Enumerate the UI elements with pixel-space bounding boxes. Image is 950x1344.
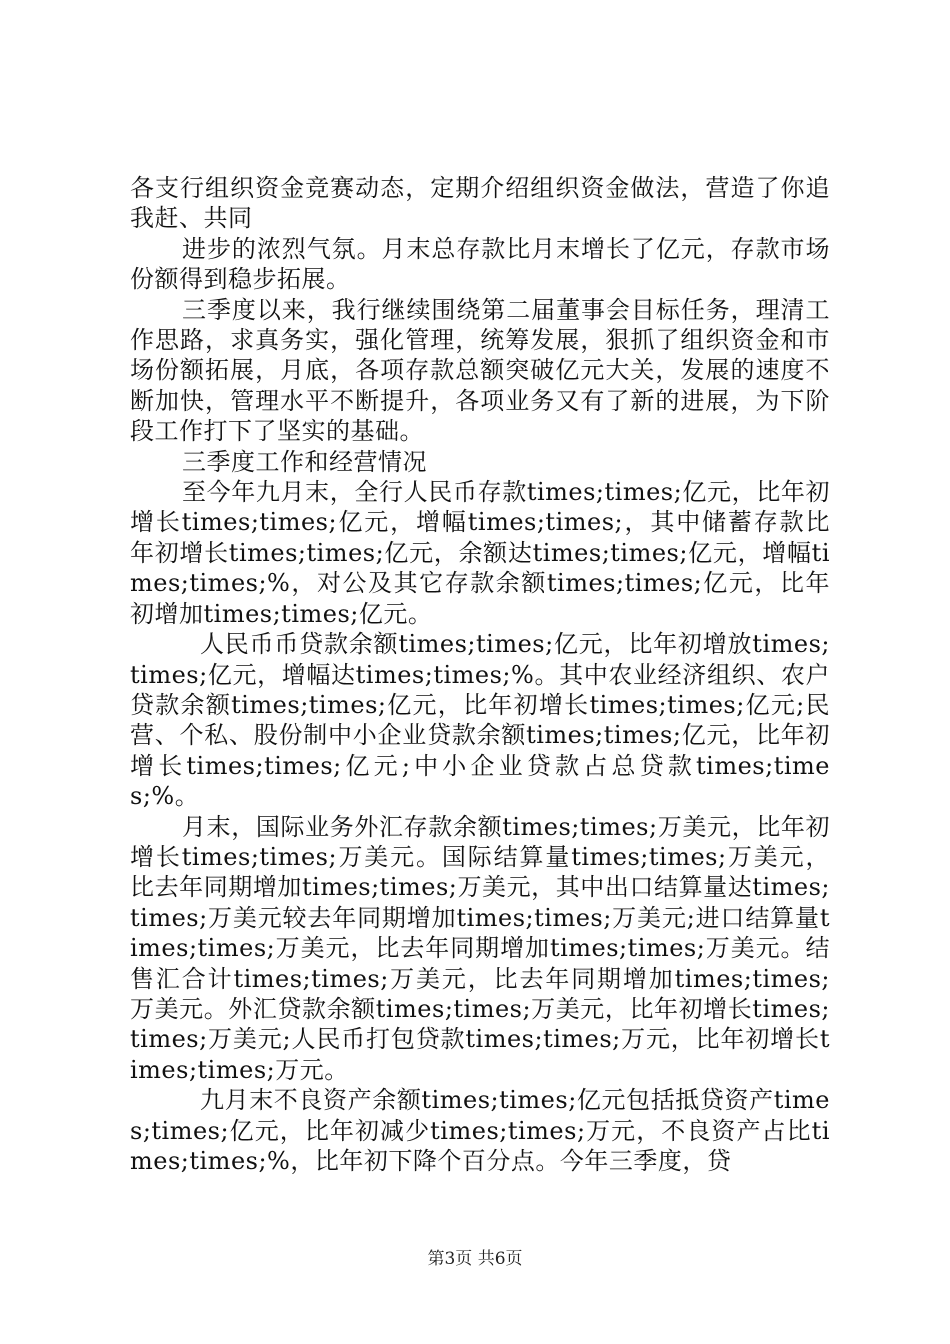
paragraph-nonperforming: 九月末不良资产余额times;times;亿元包括抵贷资产times;times;亿元，比年初减少times;times;万元，不良资产占比times;times;%，比年初下降个百分点。今年三季度，贷 [130, 1086, 830, 1175]
document-body [130, 173, 830, 1176]
paragraph-international: 月末，国际业务外汇存款余额times;times;万美元，比年初增长times;times;万美元。国际结算量times;times;万美元，比去年同期增加times;times;万美元，其中出口结算量达times;times;万美元较去年同期增加times;times;万美元;进口结算量times;times;万美元，比去年同期增加times;times;万美元。结售汇合计times;times;万美元，比去年同期增加times;times;万美元。外汇贷款余额times;times;万美元，比年初增长times;times;万美元;人民币打包贷款times;times;万元，比年初增长times;times;万元。 [130, 812, 830, 1084]
paragraph-1: 各支行组织资金竞赛动态，定期介绍组织资金做法，营造了你追我赶、共同 [130, 174, 830, 233]
page-number: 第3页 共6页 [427, 1249, 523, 1269]
paragraph-deposits: 至今年九月末，全行人民币存款times;times;亿元，比年初增长times;times;亿元，增幅times;times;，其中储蓄存款比年初增长times;times;亿元，余额达times;times;亿元，增幅times;times;%，对公及其它存款余额times;times;亿元，比年初增加times;times;亿元。 [130, 478, 830, 628]
paragraph-3: 三季度以来，我行继续围绕第二届董事会目标任务，理清工作思路，求真务实，强化管理，统筹发展，狠抓了组织资金和市场份额拓展，月底，各项存款总额突破亿元大关，发展的速度不断加快，管理水平不断提升，各项业务又有了新的进展，为下阶段工作打下了坚实的基础。 [130, 295, 830, 446]
section-heading: 三季度工作和经营情况 [182, 447, 427, 476]
paragraph-loans: 人民币币贷款余额times;times;亿元，比年初增放times;times;亿元，增幅达times;times;%。其中农业经济组织、农户贷款余额times;times;亿元，比年初增长times;times;亿元;民营、个私、股份制中小企业贷款余额times;times;亿元，比年初增长times;times;亿元;中小企业贷款占总贷款times;times;%。 [130, 630, 830, 811]
paragraph-2: 进步的浓烈气氛。月末总存款比月末增长了亿元，存款市场份额得到稳步拓展。 [130, 234, 830, 294]
